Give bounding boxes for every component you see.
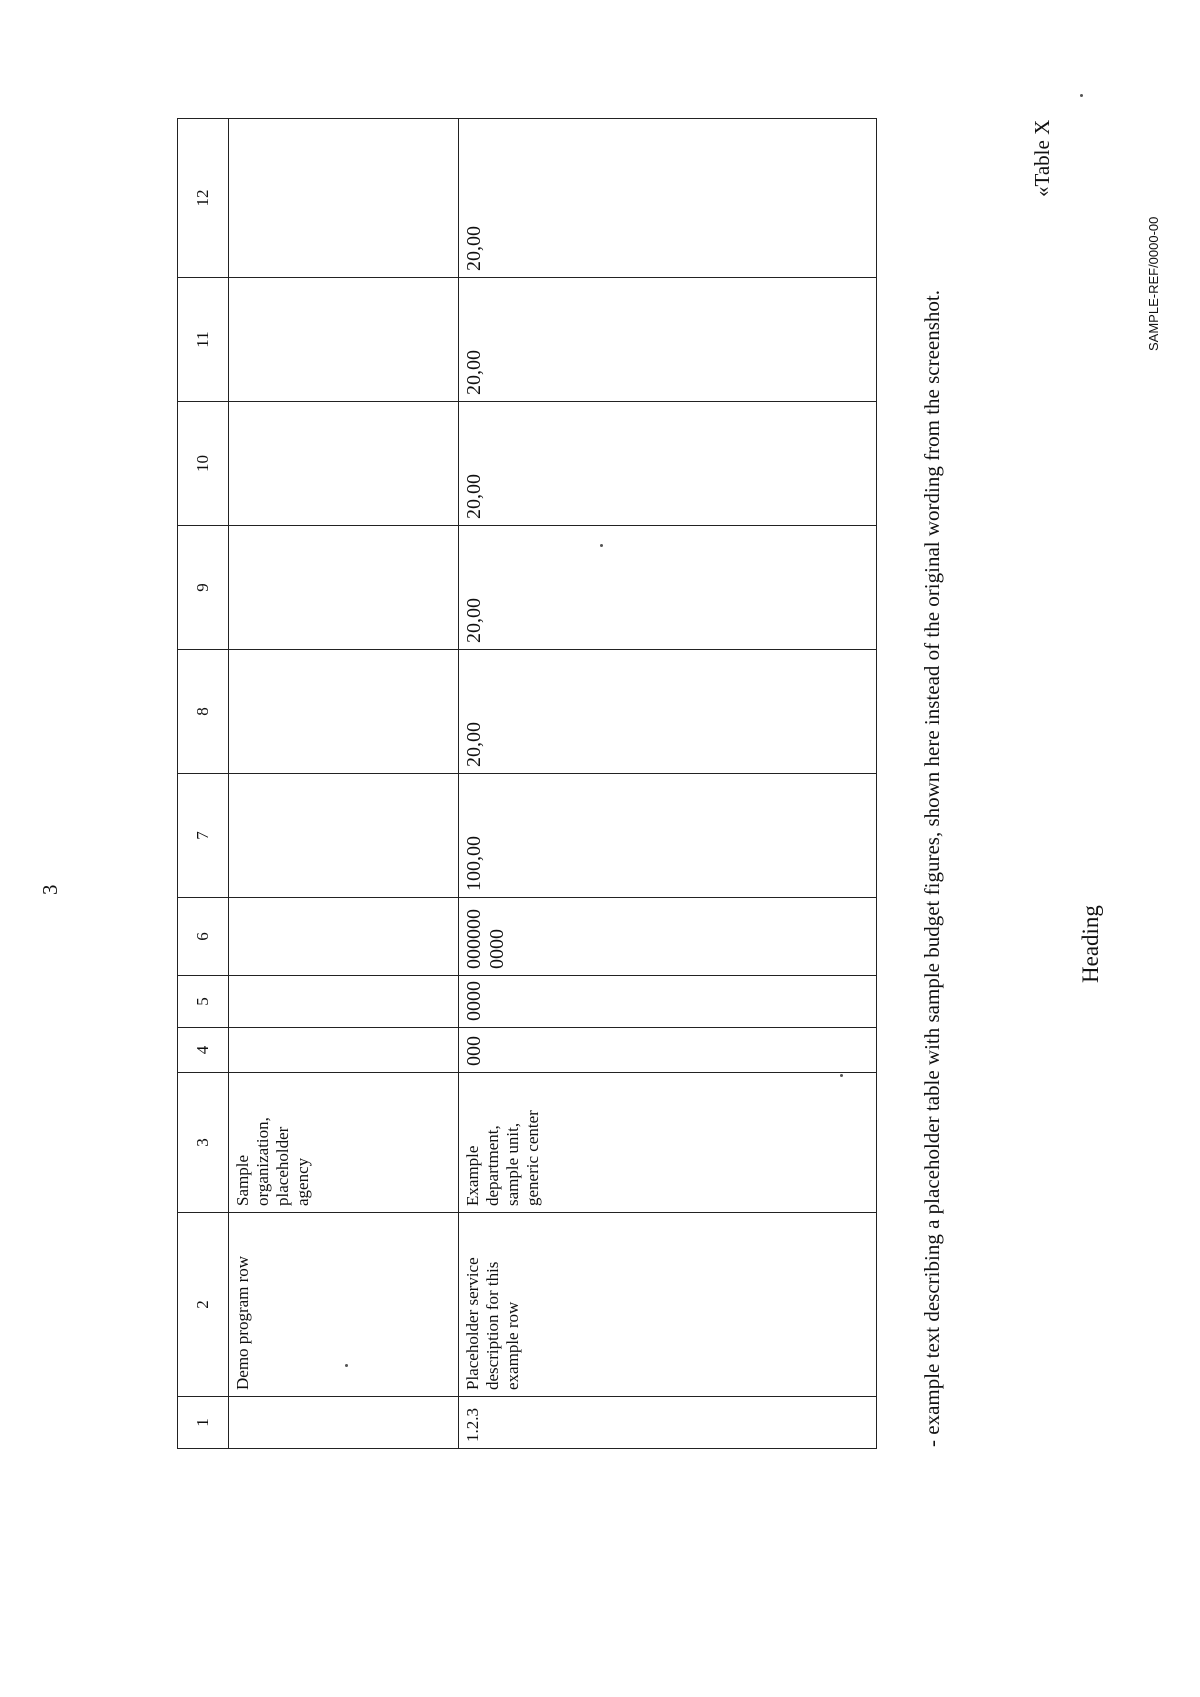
table-cell: [229, 774, 459, 898]
table-header-row: [178, 119, 229, 1449]
table-cell: [229, 976, 459, 1028]
scan-speck: [600, 544, 603, 547]
table-cell: Example department, sample unit, generic center: [459, 1073, 877, 1213]
table-cell: 20,00: [459, 119, 877, 278]
table-cell: Placeholder service description for this example row: [459, 1213, 877, 1397]
table-header-cell: 9: [178, 526, 229, 650]
table-header-cell: 2: [178, 1213, 229, 1397]
table-header-cell: 1: [178, 1397, 229, 1449]
table-header-cell: 11: [178, 278, 229, 402]
document-id: SAMPLE-REF/0000-00: [1146, 216, 1161, 351]
page-number: 3: [38, 884, 62, 895]
table-cell: 000: [459, 1028, 877, 1073]
table-cell: 000000 0000: [459, 898, 877, 976]
table-header-cell: 6: [178, 898, 229, 976]
table-cell: Demo program row: [229, 1213, 459, 1397]
table-cell: 20,00: [459, 278, 877, 402]
table-cell: [229, 402, 459, 526]
table-cell: [229, 526, 459, 650]
data-table: [177, 118, 877, 1449]
table-cell: 20,00: [459, 402, 877, 526]
table-cell: [229, 1397, 459, 1449]
paragraph-text: - example text describing a placeholder table with sample budget figures, shown here instead of the original wording from the screenshot.: [920, 290, 944, 1447]
table-header-cell: 12: [178, 119, 229, 278]
body-paragraph: [918, 47, 946, 1467]
table-cell: 20,00: [459, 526, 877, 650]
table-header-cell: 3: [178, 1073, 229, 1213]
table-row: [229, 119, 459, 1449]
table-row: [459, 119, 877, 1449]
table-header-cell: 4: [178, 1028, 229, 1073]
scan-speck: [1080, 94, 1083, 97]
table-cell: [229, 278, 459, 402]
table-cell: Sample organization, placeholder agency: [229, 1073, 459, 1213]
table-cell: 20,00: [459, 650, 877, 774]
table-cell: 100,00: [459, 774, 877, 898]
table-cell: 1.2.3: [459, 1397, 877, 1449]
table-header-cell: 10: [178, 402, 229, 526]
table-header-cell: 7: [178, 774, 229, 898]
table-cell: [229, 650, 459, 774]
scan-speck: [840, 1074, 843, 1077]
table-cell: 0000: [459, 976, 877, 1028]
table-cell: [229, 119, 459, 278]
table-header-cell: 5: [178, 976, 229, 1028]
section-heading: Heading: [1078, 905, 1103, 983]
table-label: «Table X: [1030, 119, 1054, 197]
scan-speck: [345, 1364, 348, 1367]
table-header-cell: 8: [178, 650, 229, 774]
table-cell: [229, 898, 459, 976]
table-cell: [229, 1028, 459, 1073]
